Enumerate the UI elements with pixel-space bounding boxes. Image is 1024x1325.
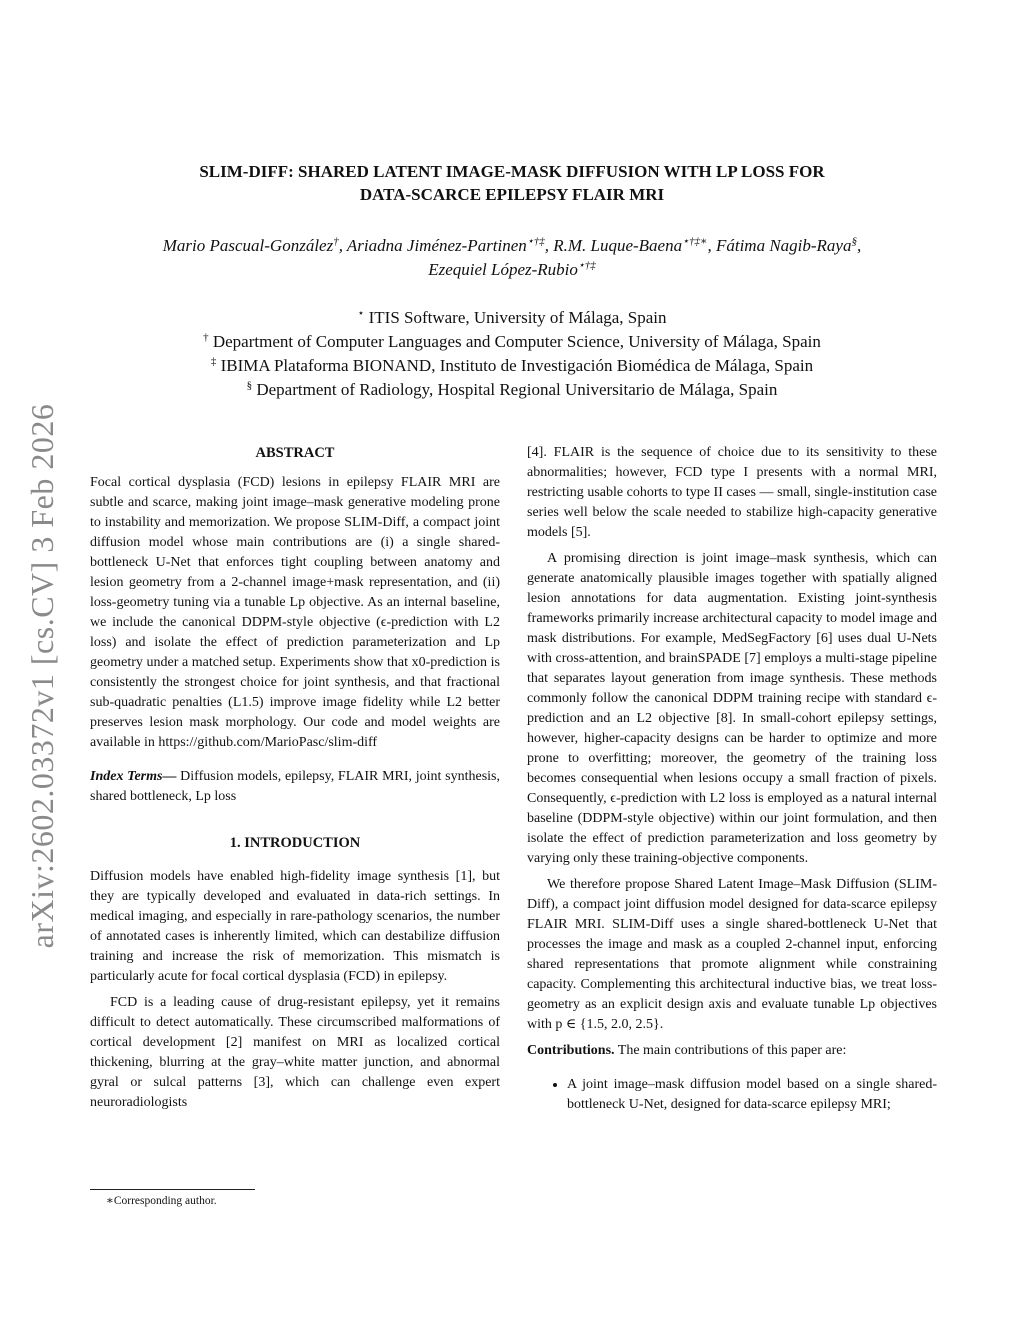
title-line: DATA-SCARCE EPILEPSY FLAIR MRI: [359, 185, 665, 204]
contributions-list: [527, 1075, 937, 1115]
author-name: Ezequiel López-Rubio: [428, 260, 578, 279]
title-line: SLIM-DIFF: SHARED LATENT IMAGE-MASK DIFFUSION WITH LP LOSS FOR: [199, 162, 825, 181]
author-sep: ,: [544, 236, 554, 255]
intro-paragraph: FCD is a leading cause of drug-resistant epilepsy, yet it remains difficult to detect automatically. These circumscribed malformations of cortical development [2] manifest on MRI as localized cortical thickening, blurring at the gray–white matter junction, and abnormal gyral or sulcal patterns [3], which can challenge even expert neuroradiologists: [90, 995, 500, 1110]
affiliation-list: [80, 306, 944, 402]
left-column: [90, 443, 500, 1113]
footnote-rule: [90, 1189, 255, 1190]
index-terms: [90, 767, 500, 807]
author-name: Mario Pascual-González: [162, 236, 334, 255]
author-sep: ,: [707, 236, 716, 255]
affiliation: [80, 354, 944, 378]
author-name: Fátima Nagib-Raya: [715, 236, 852, 255]
body-paragraph: [4]. FLAIR is the sequence of choice due to its sensitivity to these abnormalities; however, FCD type I presents with a normal MRI, restricting usable cohorts to type II cases — small, single-institution case series well below the scale needed to stabilize high-capacity generative models [5].: [527, 445, 937, 540]
contributions-paragraph: [527, 1041, 937, 1061]
affiliation-text: ITIS Software, University of Málaga, Spain: [368, 308, 667, 327]
affiliation-mark: §: [246, 379, 253, 392]
index-terms-text: Diffusion models, epilepsy, FLAIR MRI, joint synthesis, shared bottleneck, Lp loss: [90, 769, 501, 804]
affiliation-mark: ‡: [210, 355, 217, 368]
author-marks: †: [333, 235, 339, 248]
contribution-item: • A joint image–mask diffusion model based on a single shared-bottleneck U-Net, designed for data-scarce epilepsy MRI;: [567, 1075, 937, 1115]
contributions-lead: Contributions.: [527, 1043, 615, 1058]
paper-title: [100, 160, 924, 206]
affiliation-mark: †: [203, 331, 209, 344]
author-marks: ⋆†‡: [577, 259, 596, 272]
author-line: [80, 234, 944, 258]
body-paragraph: A promising direction is joint image–mask synthesis, which can generate anatomically plausible images together with spatially aligned lesion annotations for data augmentation. Existing joint-synthesis frameworks primarily increase architectural capacity to model image and mask distributions. For example, MedSegFactory [6] uses dual U-Nets with cross-attention, and brainSPADE [7] employs a multi-stage pipeline that separates layout generation from image synthesis. These methods commonly follow the canonical DDPM training recipe with standard ϵ-prediction and an L2 objective [8]. In small-cohort epilepsy settings, however, higher-capacity designs can be harder to optimize and more prone to overfitting; moreover, the geometry of the training loss becomes consequential when lesions occupy a small fraction of pixels. Consequently, ϵ-prediction with L2 loss is employed as a natural internal baseline (DDPM-style objective) within our joint formulation, and then isolate the effect of prediction parameterization and loss geometry by varying only these training-objective components.: [527, 551, 937, 866]
affiliation-text: IBIMA Plataforma BIONAND, Instituto de Investigación Biomédica de Málaga, Spain: [220, 356, 814, 375]
abstract-heading: ABSTRACT: [255, 445, 335, 461]
author-list: [80, 234, 944, 282]
body-paragraph: We therefore propose Shared Latent Image–Mask Diffusion (SLIM-Diff), a compact joint diffusion model designed for data-scarce epilepsy FLAIR MRI. SLIM-Diff uses a single shared-bottleneck U-Net that processes the image and mask as a coupled 2-channel input, enforcing shared representations that promote alignment while constraining capacity. Complementing this architectural inductive bias, we treat loss-geometry as an explicit design axis and evaluate tunable Lp objectives with p ∈ {1.5, 2.0, 2.5}.: [527, 877, 937, 1032]
author-marks: ⋆†‡: [526, 235, 545, 248]
author-name: R.M. Luque-Baena: [553, 236, 683, 255]
right-column: [527, 443, 937, 1115]
author-sep: ,: [856, 236, 862, 255]
footnote: ∗Corresponding author.: [106, 1195, 217, 1207]
author-marks: §: [851, 235, 857, 248]
arxiv-identifier: arXiv:2602.03372v1 [cs.CV] 3 Feb 2026: [24, 403, 60, 949]
affiliation: [80, 306, 944, 330]
index-terms-lead: Index Terms—: [90, 769, 177, 784]
contributions-text: The main contributions of this paper are:: [617, 1043, 847, 1058]
affiliation-mark: ⋆: [357, 307, 365, 320]
affiliation-text: Department of Radiology, Hospital Regional Universitario de Málaga, Spain: [256, 380, 778, 399]
abstract-text: Focal cortical dysplasia (FCD) lesions in epilepsy FLAIR MRI are subtle and scarce, making joint image–mask generative modeling prone to instability and memorization. We propose SLIM-Diff, a compact joint diffusion model whose main contributions are (i) a single shared-bottleneck U-Net that enforces tight coupling between anatomy and lesion geometry from a 2-channel image+mask representation, and (ii) loss-geometry tuning via a tunable Lp objective. As an internal baseline, we include the canonical DDPM-style objective (ϵ-prediction with L2 loss) and isolate the effect of prediction parameterization and Lp geometry under a matched setup. Experiments show that x0-prediction is consistently the strongest choice for joint synthesis, and that fractional sub-quadratic penalties (L1.5) improve image fidelity while L2 better preserves lesion mask morphology. Our code and model weights are available in https://github.com/MarioPasc/slim-diff: [90, 475, 500, 750]
intro-paragraph: Diffusion models have enabled high-fidelity image synthesis [1], but they are typically developed and evaluated in data-rich settings. In medical imaging, and especially in rare-pathology scenarios, the number of annotated cases is inherently limited, which can destabilize diffusion training and increase the risk of memorization. This mismatch is particularly acute for focal cortical dysplasia (FCD) in epilepsy.: [90, 869, 500, 984]
affiliation-text: Department of Computer Languages and Computer Science, University of Málaga, Spain: [212, 332, 821, 351]
affiliation: [80, 378, 944, 402]
author-name: Ariadna Jiménez-Partinen: [346, 236, 527, 255]
author-sep: ,: [338, 236, 347, 255]
affiliation: [80, 330, 944, 354]
author-line: [80, 258, 944, 282]
intro-heading: 1. INTRODUCTION: [229, 835, 361, 851]
author-marks: ⋆†‡∗: [682, 235, 708, 248]
